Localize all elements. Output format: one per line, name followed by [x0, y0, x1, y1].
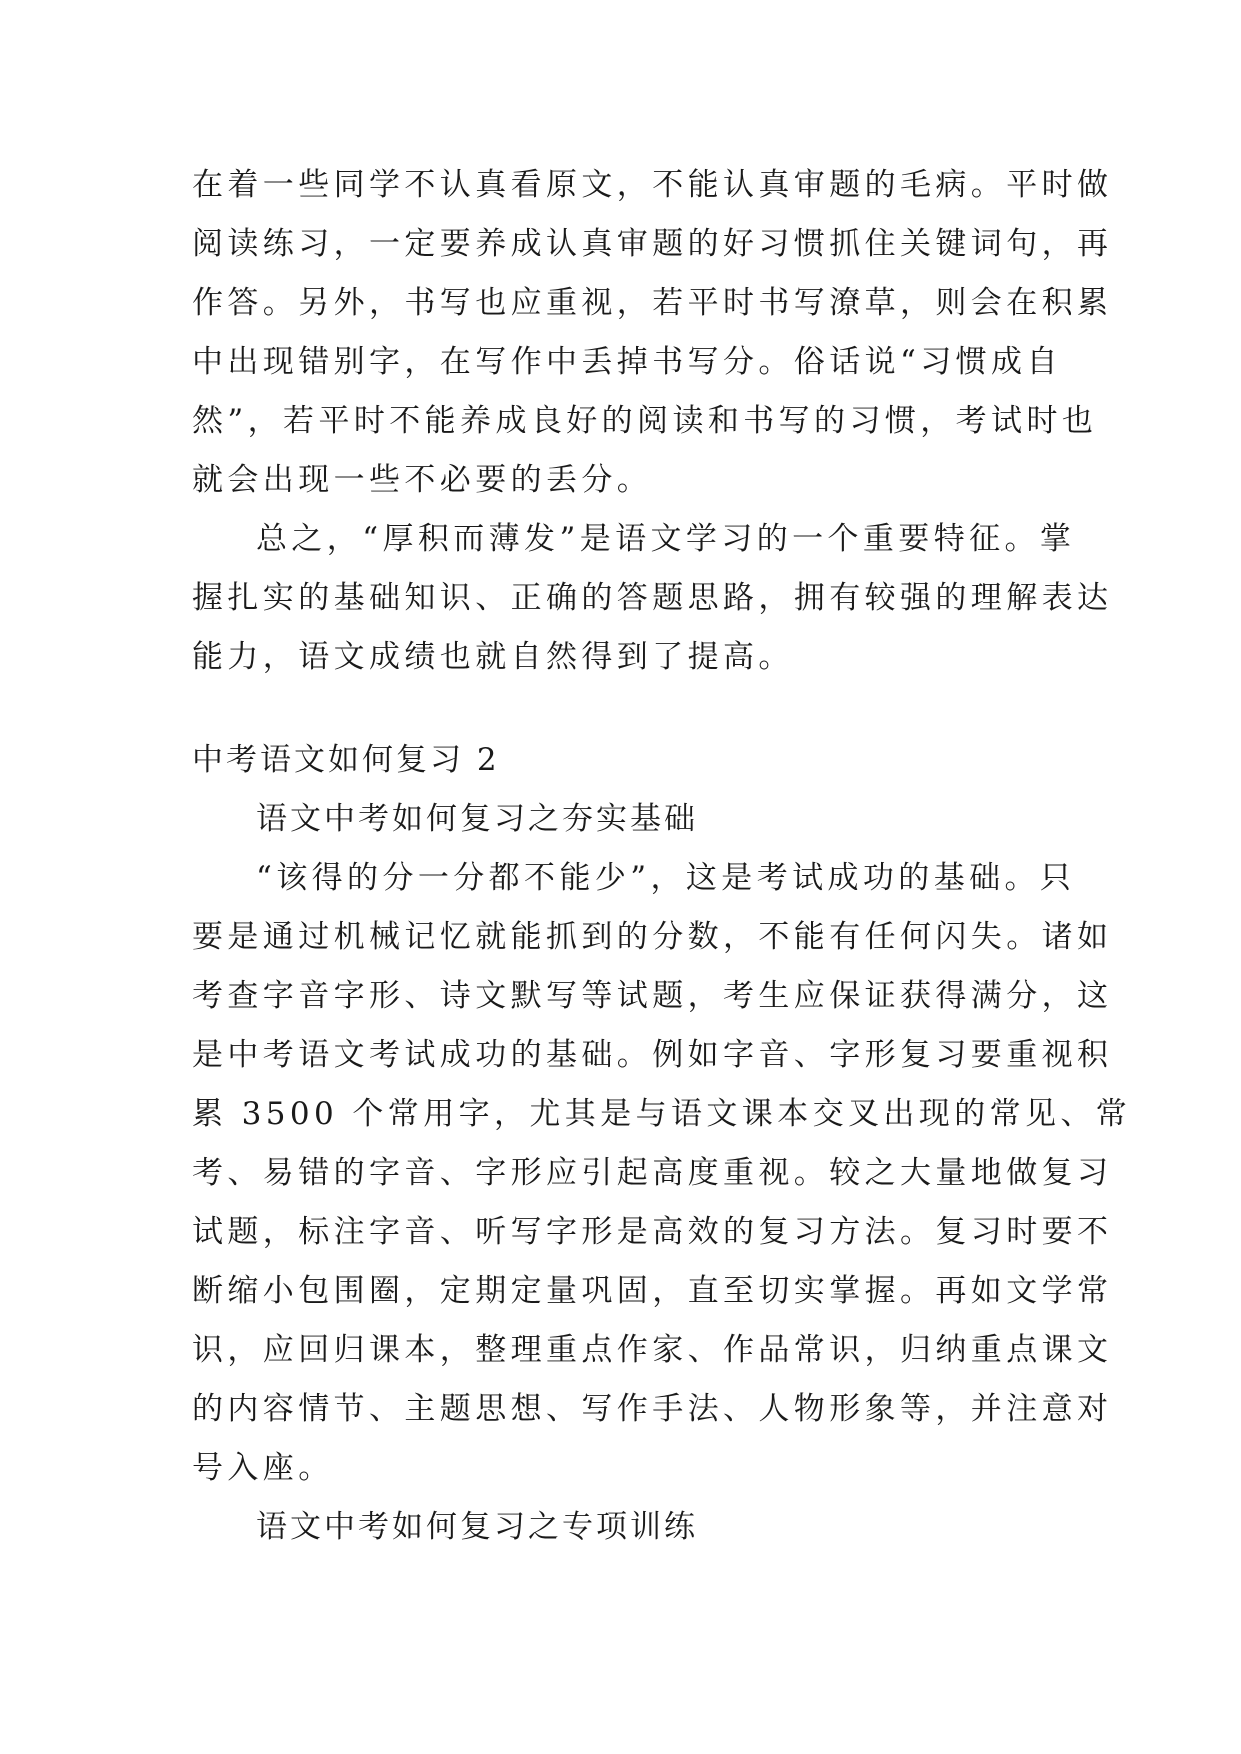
- text-line: 要是通过机械记忆就能抓到的分数，不能有任何闪失。诸如: [192, 919, 1113, 955]
- text-line: 作答。另外，书写也应重视，若平时书写潦草，则会在积累: [192, 285, 1113, 321]
- document-body: [192, 156, 1132, 1557]
- text-line: 累 3500 个常用字，尤其是与语文课本交叉出现的常见、常: [192, 1096, 1132, 1132]
- paragraph-conclusion: [192, 510, 1113, 687]
- subsection-title-foundation: 语文中考如何复习之夯实基础: [256, 801, 698, 837]
- text-line: 中出现错别字，在写作中丢掉书写分。俗话说“习惯成自: [192, 344, 1062, 380]
- text-line: 考、易错的字音、字形应引起高度重视。较之大量地做复习: [192, 1155, 1113, 1191]
- subsection-title-training: 语文中考如何复习之专项训练: [256, 1509, 698, 1545]
- text-line: 号入座。: [192, 1450, 334, 1486]
- text-line: 能力，语文成绩也就自然得到了提高。: [192, 639, 794, 675]
- paragraph-study-habits: [192, 156, 1113, 510]
- text-line: 阅读练习，一定要养成认真审题的好习惯抓住关键词句，再: [192, 226, 1113, 262]
- text-line: 握扎实的基础知识、正确的答题思路，拥有较强的理解表达: [192, 580, 1113, 616]
- text-line: “该得的分一分都不能少”，这是考试成功的基础。只: [256, 860, 1076, 896]
- text-line: 然”，若平时不能养成良好的阅读和书写的习惯，考试时也: [192, 403, 1098, 439]
- text-line: 考查字音字形、诗文默写等试题，考生应保证获得满分，这: [192, 978, 1113, 1014]
- text-line: 在着一些同学不认真看原文，不能认真审题的毛病。平时做: [192, 167, 1113, 203]
- text-line: 识，应回归课本，整理重点作家、作品常识，归纳重点课文: [192, 1332, 1113, 1368]
- text-line: 是中考语文考试成功的基础。例如字音、字形复习要重视积: [192, 1037, 1113, 1073]
- text-line: 总之，“厚积而薄发”是语文学习的一个重要特征。掌: [256, 521, 1076, 557]
- paragraph-foundation: [192, 849, 1132, 1498]
- text-line: 断缩小包围圈，定期定量巩固，直至切实掌握。再如文学常: [192, 1273, 1113, 1309]
- section-spacer: [192, 687, 1052, 731]
- text-line: 就会出现一些不必要的丢分。: [192, 462, 653, 498]
- text-line: 试题，标注字音、听写字形是高效的复习方法。复习时要不: [192, 1214, 1113, 1250]
- section-title: 中考语文如何复习 2: [192, 742, 500, 778]
- text-line: 的内容情节、主题思想、写作手法、人物形象等，并注意对: [192, 1391, 1113, 1427]
